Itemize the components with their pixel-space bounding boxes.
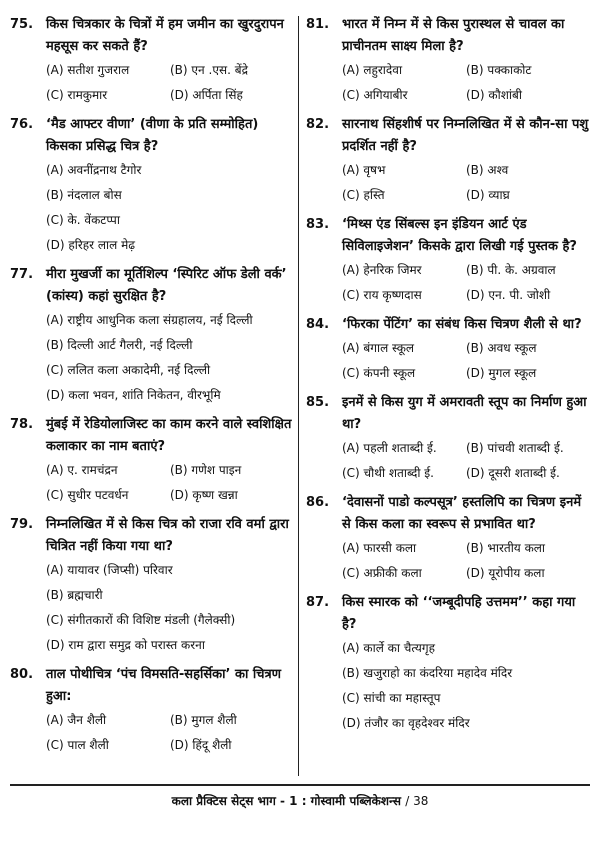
- question-number: 81.: [306, 17, 330, 32]
- options-row: [342, 258, 590, 283]
- options-row: [46, 558, 294, 583]
- question-75: [10, 14, 294, 108]
- question-line: [10, 664, 294, 708]
- answer-option: (A) अवनींद्रनाथ टैगोर: [46, 163, 142, 177]
- answer-option: (B) पांचवी शताब्दी ई.: [466, 441, 564, 455]
- answer-option: (A) पहली शताब्दी ई.: [342, 441, 437, 455]
- column-divider: [298, 16, 299, 776]
- question-line: [10, 114, 294, 158]
- options-row: [342, 183, 590, 208]
- question-line: [306, 492, 590, 536]
- question-85: [306, 392, 590, 486]
- answer-option: (B) मुगल शैली: [170, 713, 237, 727]
- answer-option: (D) एन. पी. जोशी: [466, 288, 551, 302]
- answer-option: (A) वृषभ: [342, 163, 386, 177]
- question-81: [306, 14, 590, 108]
- question-number: 82.: [306, 117, 330, 132]
- options-list: [46, 558, 294, 658]
- question-text: ‘मैड आफ्टर वीणा’ (वीणा के प्रति सम्मोहित) किसका प्रसिद्ध चित्र है?: [46, 117, 259, 154]
- options-list: [342, 258, 590, 308]
- answer-option: (D) दूसरी शताब्दी ई.: [466, 466, 560, 480]
- options-row: [342, 283, 590, 308]
- question-text: ‘देवासनों पाडो कल्पसूत्र’ हस्तलिपि का चित्रण इनमें से किस कला का स्वरूप से प्रभावित था?: [342, 495, 582, 532]
- answer-option: (C) सांची का महास्तूप: [342, 691, 441, 705]
- options-list: [46, 158, 294, 258]
- answer-option: (A) लहुरादेवा: [342, 63, 403, 77]
- question-text: निम्नलिखित में से किस चित्र को राजा रवि वर्मा द्वारा चित्रित नहीं किया गया था?: [46, 517, 289, 554]
- page-footer: [0, 792, 600, 809]
- answer-option: (A) राष्ट्रीय आधुनिक कला संग्रहालय, नई दिल्ली: [46, 313, 253, 327]
- options-row: [46, 483, 294, 508]
- options-list: [342, 436, 590, 486]
- question-77: [10, 264, 294, 408]
- options-list: [46, 458, 294, 508]
- answer-option: (D) तंजौर का वृहदेश्वर मंदिर: [342, 716, 470, 730]
- answer-option: (C) ललित कला अकादेमी, नई दिल्ली: [46, 363, 211, 377]
- options-row: [46, 608, 294, 633]
- answer-option: (C) संगीतकारों की विशिष्ट मंडली (गैलेक्सी): [46, 613, 236, 627]
- question-83: [306, 214, 590, 308]
- question-line: [306, 314, 590, 336]
- options-row: [342, 686, 590, 711]
- answer-option: (D) कौशांबी: [466, 88, 522, 102]
- answer-option: (D) हिंदू शैली: [170, 738, 232, 752]
- question-87: [306, 592, 590, 736]
- question-line: [306, 214, 590, 258]
- options-list: [342, 636, 590, 736]
- question-line: [306, 592, 590, 636]
- question-78: [10, 414, 294, 508]
- question-number: 86.: [306, 495, 330, 510]
- answer-option: (B) पक्काकोट: [466, 63, 532, 77]
- answer-option: (B) एन .एस. बेंद्रे: [170, 63, 248, 77]
- options-list: [342, 536, 590, 586]
- question-82: [306, 114, 590, 208]
- options-list: [342, 58, 590, 108]
- answer-option: (B) दिल्ली आर्ट गैलरी, नई दिल्ली: [46, 338, 193, 352]
- question-line: [10, 414, 294, 458]
- right-column: [306, 14, 590, 742]
- left-column: [10, 14, 294, 764]
- question-line: [306, 114, 590, 158]
- options-row: [46, 183, 294, 208]
- question-80: [10, 664, 294, 758]
- options-row: [342, 361, 590, 386]
- answer-option: (C) कंपनी स्कूल: [342, 366, 416, 380]
- question-number: 75.: [10, 17, 34, 32]
- question-line: [306, 392, 590, 436]
- question-text: ‘मिथ्स एंड सिंबल्स इन इंडियन आर्ट एंड सिविलाइजेशन’ किसके द्वारा लिखी गई पुस्तक है?: [342, 217, 577, 254]
- answer-option: (B) पी. के. अग्रवाल: [466, 263, 556, 277]
- question-text: सारनाथ सिंहशीर्ष पर निम्नलिखित में से कौन-सा पशु प्रदर्शित नहीं है?: [342, 117, 589, 154]
- options-list: [46, 708, 294, 758]
- options-list: [46, 58, 294, 108]
- question-text: मुंबई में रेडियोलाजिस्ट का काम करने वाले स्वशिक्षित कलाकार का नाम बताएं?: [46, 417, 292, 454]
- question-line: [10, 14, 294, 58]
- options-row: [46, 458, 294, 483]
- question-text: मीरा मुखर्जी का मूर्तिशिल्प ‘स्पिरिट ऑफ डेली वर्क’ (कांस्य) कहां सुरक्षित है?: [46, 267, 287, 304]
- options-row: [342, 561, 590, 586]
- question-86: [306, 492, 590, 586]
- options-row: [342, 636, 590, 661]
- options-row: [342, 536, 590, 561]
- options-row: [342, 461, 590, 486]
- options-row: [46, 58, 294, 83]
- answer-option: (C) चौथी शताब्दी ई.: [342, 466, 434, 480]
- answer-option: (C) रामकुमार: [46, 88, 108, 102]
- answer-option: (B) गणेश पाइन: [170, 463, 242, 477]
- question-84: [306, 314, 590, 386]
- answer-option: (C) के. वेंकटप्पा: [46, 213, 120, 227]
- options-row: [46, 708, 294, 733]
- options-row: [342, 58, 590, 83]
- options-row: [46, 208, 294, 233]
- answer-option: (B) नंदलाल बोस: [46, 188, 122, 202]
- question-number: 85.: [306, 395, 330, 410]
- answer-option: (B) खजुराहो का कंदरिया महादेव मंदिर: [342, 666, 513, 680]
- question-number: 77.: [10, 267, 34, 282]
- options-row: [46, 158, 294, 183]
- answer-option: (D) राम द्वारा समुद्र को परास्त करना: [46, 638, 205, 652]
- answer-option: (B) ब्रह्मचारी: [46, 588, 103, 602]
- answer-option: (D) हरिहर लाल मेढ़: [46, 238, 136, 252]
- question-text: इनमें से किस युग में अमरावती स्तूप का निर्माण हुआ था?: [342, 395, 587, 432]
- answer-option: (B) अवध स्कूल: [466, 341, 537, 355]
- footer-title: कला प्रैक्टिस सेट्स भाग - 1 : गोस्वामी पब्लिकेशन्स: [171, 794, 402, 808]
- options-row: [342, 661, 590, 686]
- answer-option: (A) हेनरिक जिमर: [342, 263, 422, 277]
- options-row: [342, 711, 590, 736]
- question-line: [10, 514, 294, 558]
- question-number: 87.: [306, 595, 330, 610]
- answer-option: (C) हस्ति: [342, 188, 385, 202]
- question-text: ताल पोथीचित्र ‘पंच विमसति-सहर्सिका’ का चित्रण हुआ:: [46, 667, 282, 704]
- question-number: 78.: [10, 417, 34, 432]
- options-row: [46, 633, 294, 658]
- options-row: [46, 583, 294, 608]
- options-list: [342, 336, 590, 386]
- answer-option: (A) ए. रामचंद्रन: [46, 463, 118, 477]
- question-text: किस स्मारक को ‘‘जम्बूदीपहि उत्तमम’’ कहा गया है?: [342, 595, 576, 632]
- options-row: [342, 336, 590, 361]
- question-text: किस चित्रकार के चित्रों में हम जमीन का खुरदुरापन महसूस कर सकते हैं?: [46, 17, 284, 54]
- answer-option: (D) मुगल स्कूल: [466, 366, 537, 380]
- answer-option: (A) फारसी कला: [342, 541, 417, 555]
- question-text: भारत में निम्न में से किस पुरास्थल से चावल का प्राचीनतम साक्ष्य मिला है?: [342, 17, 565, 54]
- answer-option: (A) कार्ले का चैत्यगृह: [342, 641, 435, 655]
- question-text: ‘फिरका पेंटिंग’ का संबंध किस चित्रण शैली से था?: [342, 317, 582, 332]
- options-row: [46, 233, 294, 258]
- question-number: 84.: [306, 317, 330, 332]
- answer-option: (D) कला भवन, शांति निकेतन, वीरभूमि: [46, 388, 221, 402]
- question-line: [10, 264, 294, 308]
- options-row: [46, 383, 294, 408]
- answer-option: (B) अश्व: [466, 163, 509, 177]
- answer-option: (D) व्याघ्र: [466, 188, 510, 202]
- page-number: / 38: [405, 794, 429, 808]
- question-number: 79.: [10, 517, 34, 532]
- options-row: [46, 83, 294, 108]
- options-list: [342, 158, 590, 208]
- options-row: [46, 333, 294, 358]
- answer-option: (C) अगियाबीर: [342, 88, 408, 102]
- answer-option: (B) भारतीय कला: [466, 541, 546, 555]
- question-number: 76.: [10, 117, 34, 132]
- options-row: [342, 83, 590, 108]
- answer-option: (C) राय कृष्णदास: [342, 288, 422, 302]
- options-list: [46, 308, 294, 408]
- answer-option: (C) पाल शैली: [46, 738, 109, 752]
- question-76: [10, 114, 294, 258]
- answer-option: (D) कृष्ण खन्ना: [170, 488, 238, 502]
- answer-option: (C) सुधीर पटवर्धन: [46, 488, 129, 502]
- options-row: [46, 358, 294, 383]
- answer-option: (A) जैन शैली: [46, 713, 107, 727]
- answer-option: (C) अफ्रीकी कला: [342, 566, 422, 580]
- answer-option: (D) यूरोपीय कला: [466, 566, 545, 580]
- question-number: 83.: [306, 217, 330, 232]
- question-line: [306, 14, 590, 58]
- answer-option: (D) अर्पिता सिंह: [170, 88, 243, 102]
- options-row: [342, 436, 590, 461]
- options-row: [342, 158, 590, 183]
- answer-option: (A) सतीश गुजराल: [46, 63, 130, 77]
- question-number: 80.: [10, 667, 34, 682]
- answer-option: (A) बंगाल स्कूल: [342, 341, 415, 355]
- options-row: [46, 733, 294, 758]
- options-row: [46, 308, 294, 333]
- answer-option: (A) यायावर (जिप्सी) परिवार: [46, 563, 173, 577]
- question-79: [10, 514, 294, 658]
- footer-rule: [10, 784, 590, 786]
